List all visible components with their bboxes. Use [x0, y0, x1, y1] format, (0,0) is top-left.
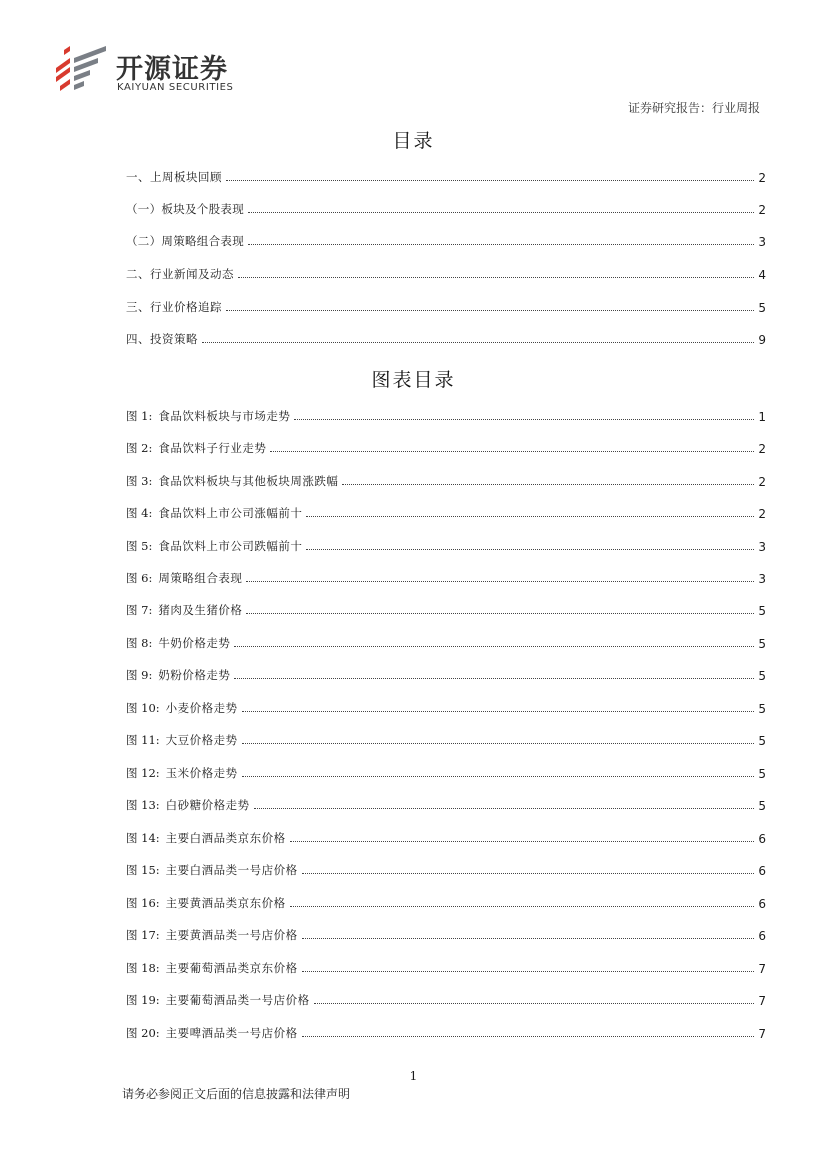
figure-label: 食品饮料上市公司涨幅前十 [158, 506, 303, 520]
figure-number: 图 17: [126, 928, 160, 942]
figure-page: 1 [758, 410, 766, 424]
dot-leader [226, 179, 754, 181]
toc-entry-label: 三、行业价格追踪 [126, 300, 222, 314]
dot-leader [302, 937, 754, 939]
figure-number: 图 3: [126, 474, 153, 488]
dot-leader [202, 341, 754, 343]
figure-page: 7 [758, 962, 766, 976]
figure-entry[interactable] [126, 1021, 766, 1041]
figure-page: 2 [758, 507, 766, 521]
figure-label: 主要黄酒品类京东价格 [165, 896, 286, 910]
company-logo [54, 44, 254, 96]
toc-title: 目录 [392, 130, 435, 152]
figure-entry[interactable] [126, 826, 766, 846]
toc-entry-label: （一）板块及个股表现 [126, 202, 244, 216]
figure-page: 5 [758, 799, 766, 813]
figure-page: 6 [758, 832, 766, 846]
dot-leader [234, 677, 754, 679]
figure-number: 图 11: [126, 733, 160, 747]
dot-leader [242, 775, 754, 777]
figure-page: 3 [758, 540, 766, 554]
figure-number: 图 4: [126, 506, 153, 520]
figure-entry[interactable] [126, 891, 766, 911]
dot-leader [294, 418, 754, 420]
figure-label: 主要葡萄酒品类京东价格 [165, 961, 298, 975]
figure-number: 图 12: [126, 766, 160, 780]
toc-entry-label: 四、投资策略 [126, 332, 198, 346]
figures-title: 图表目录 [371, 369, 456, 391]
figure-number: 图 16: [126, 896, 160, 910]
figure-label: 大豆价格走势 [165, 733, 238, 747]
figure-number: 图 18: [126, 961, 160, 975]
toc-entry[interactable] [126, 327, 766, 347]
kaiyuan-logo-icon [54, 44, 108, 96]
figure-label: 食品饮料板块与市场走势 [158, 409, 291, 423]
toc-entry[interactable] [126, 295, 766, 315]
toc-entry-label: 一、上周板块回顾 [126, 170, 222, 184]
figure-label: 白砂糖价格走势 [165, 798, 250, 812]
figure-number: 图 7: [126, 603, 153, 617]
figure-label: 食品饮料上市公司跌幅前十 [158, 539, 303, 553]
dot-leader [242, 742, 754, 744]
figure-page: 6 [758, 897, 766, 911]
figure-entry[interactable] [126, 728, 766, 748]
figure-entry[interactable] [126, 988, 766, 1008]
figure-label: 奶粉价格走势 [158, 668, 231, 682]
figure-page: 5 [758, 604, 766, 618]
figure-entry[interactable] [126, 566, 766, 586]
figure-page: 6 [758, 929, 766, 943]
figure-number: 图 5: [126, 539, 153, 553]
dot-leader [342, 483, 754, 485]
toc-entry-page: 9 [758, 333, 766, 347]
figure-page: 7 [758, 1027, 766, 1041]
toc-entry[interactable] [126, 229, 766, 249]
figure-label: 猪肉及生猪价格 [158, 603, 243, 617]
figure-entry[interactable] [126, 469, 766, 489]
figure-entry[interactable] [126, 404, 766, 424]
figure-label: 主要葡萄酒品类一号店价格 [165, 993, 310, 1007]
dot-leader [302, 970, 754, 972]
figure-number: 图 20: [126, 1026, 160, 1040]
figure-number: 图 8: [126, 636, 153, 650]
figure-entry[interactable] [126, 696, 766, 716]
figure-entry[interactable] [126, 598, 766, 618]
dot-leader [306, 548, 754, 550]
dot-leader [314, 1002, 754, 1004]
toc-entry[interactable] [126, 262, 766, 282]
figure-number: 图 15: [126, 863, 160, 877]
figure-entry[interactable] [126, 923, 766, 943]
figure-number: 图 2: [126, 441, 153, 455]
dot-leader [238, 276, 754, 278]
logo-english-name: KAIYUAN SECURITIES [117, 82, 234, 93]
figure-number: 图 10: [126, 701, 160, 715]
dot-leader [270, 450, 754, 452]
dot-leader [248, 243, 754, 245]
dot-leader [234, 645, 754, 647]
dot-leader [302, 1035, 754, 1037]
dot-leader [242, 710, 754, 712]
figure-page: 2 [758, 442, 766, 456]
figure-page: 5 [758, 637, 766, 651]
figure-page: 5 [758, 767, 766, 781]
dot-leader [302, 872, 754, 874]
figure-label: 食品饮料子行业走势 [158, 441, 267, 455]
figure-entry[interactable] [126, 631, 766, 651]
figure-label: 玉米价格走势 [165, 766, 238, 780]
toc-entry-page: 5 [758, 301, 766, 315]
figure-label: 小麦价格走势 [165, 701, 238, 715]
toc-entry-label: 二、行业新闻及动态 [126, 267, 234, 281]
logo-chinese-name: 开源证券 [116, 54, 228, 85]
dot-leader [248, 211, 754, 213]
page-number: 1 [409, 1069, 418, 1083]
figure-number: 图 6: [126, 571, 153, 585]
figure-number: 图 1: [126, 409, 153, 423]
figure-page: 5 [758, 734, 766, 748]
toc-entry-label: （二）周策略组合表现 [126, 234, 244, 248]
dot-leader [290, 905, 754, 907]
figure-label: 食品饮料板块与其他板块周涨跌幅 [158, 474, 339, 488]
figure-label: 主要白酒品类京东价格 [165, 831, 286, 845]
figure-entry[interactable] [126, 858, 766, 878]
figure-page: 5 [758, 702, 766, 716]
figure-label: 周策略组合表现 [158, 571, 243, 585]
figure-number: 图 19: [126, 993, 160, 1007]
dot-leader [254, 807, 754, 809]
figure-label: 主要黄酒品类一号店价格 [165, 928, 298, 942]
dot-leader [290, 840, 754, 842]
figure-entry[interactable] [126, 501, 766, 521]
report-type-label: 证券研究报告：行业周报 [627, 101, 760, 115]
toc-entry-page: 2 [758, 171, 766, 185]
toc-entry-page: 2 [758, 203, 766, 217]
figure-entry[interactable] [126, 956, 766, 976]
figure-page: 3 [758, 572, 766, 586]
figure-page: 2 [758, 475, 766, 489]
figure-number: 图 13: [126, 798, 160, 812]
figure-number: 图 9: [126, 668, 153, 682]
toc-entry[interactable] [126, 165, 766, 185]
figure-page: 7 [758, 994, 766, 1008]
dot-leader [246, 612, 754, 614]
dot-leader [246, 580, 754, 582]
figure-label: 主要白酒品类一号店价格 [165, 863, 298, 877]
figure-entry[interactable] [126, 436, 766, 456]
figure-entry[interactable] [126, 761, 766, 781]
toc-entry-page: 4 [758, 268, 766, 282]
figure-number: 图 14: [126, 831, 160, 845]
dot-leader [306, 515, 754, 517]
toc-entry[interactable] [126, 197, 766, 217]
figure-label: 主要啤酒品类一号店价格 [165, 1026, 298, 1040]
figure-entry[interactable] [126, 534, 766, 554]
figure-entry[interactable] [126, 663, 766, 683]
figure-page: 5 [758, 669, 766, 683]
dot-leader [226, 309, 754, 311]
toc-entry-page: 3 [758, 235, 766, 249]
figure-label: 牛奶价格走势 [158, 636, 231, 650]
figure-page: 6 [758, 864, 766, 878]
figure-entry[interactable] [126, 793, 766, 813]
disclaimer-note: 请务必参阅正文后面的信息披露和法律声明 [122, 1087, 351, 1101]
